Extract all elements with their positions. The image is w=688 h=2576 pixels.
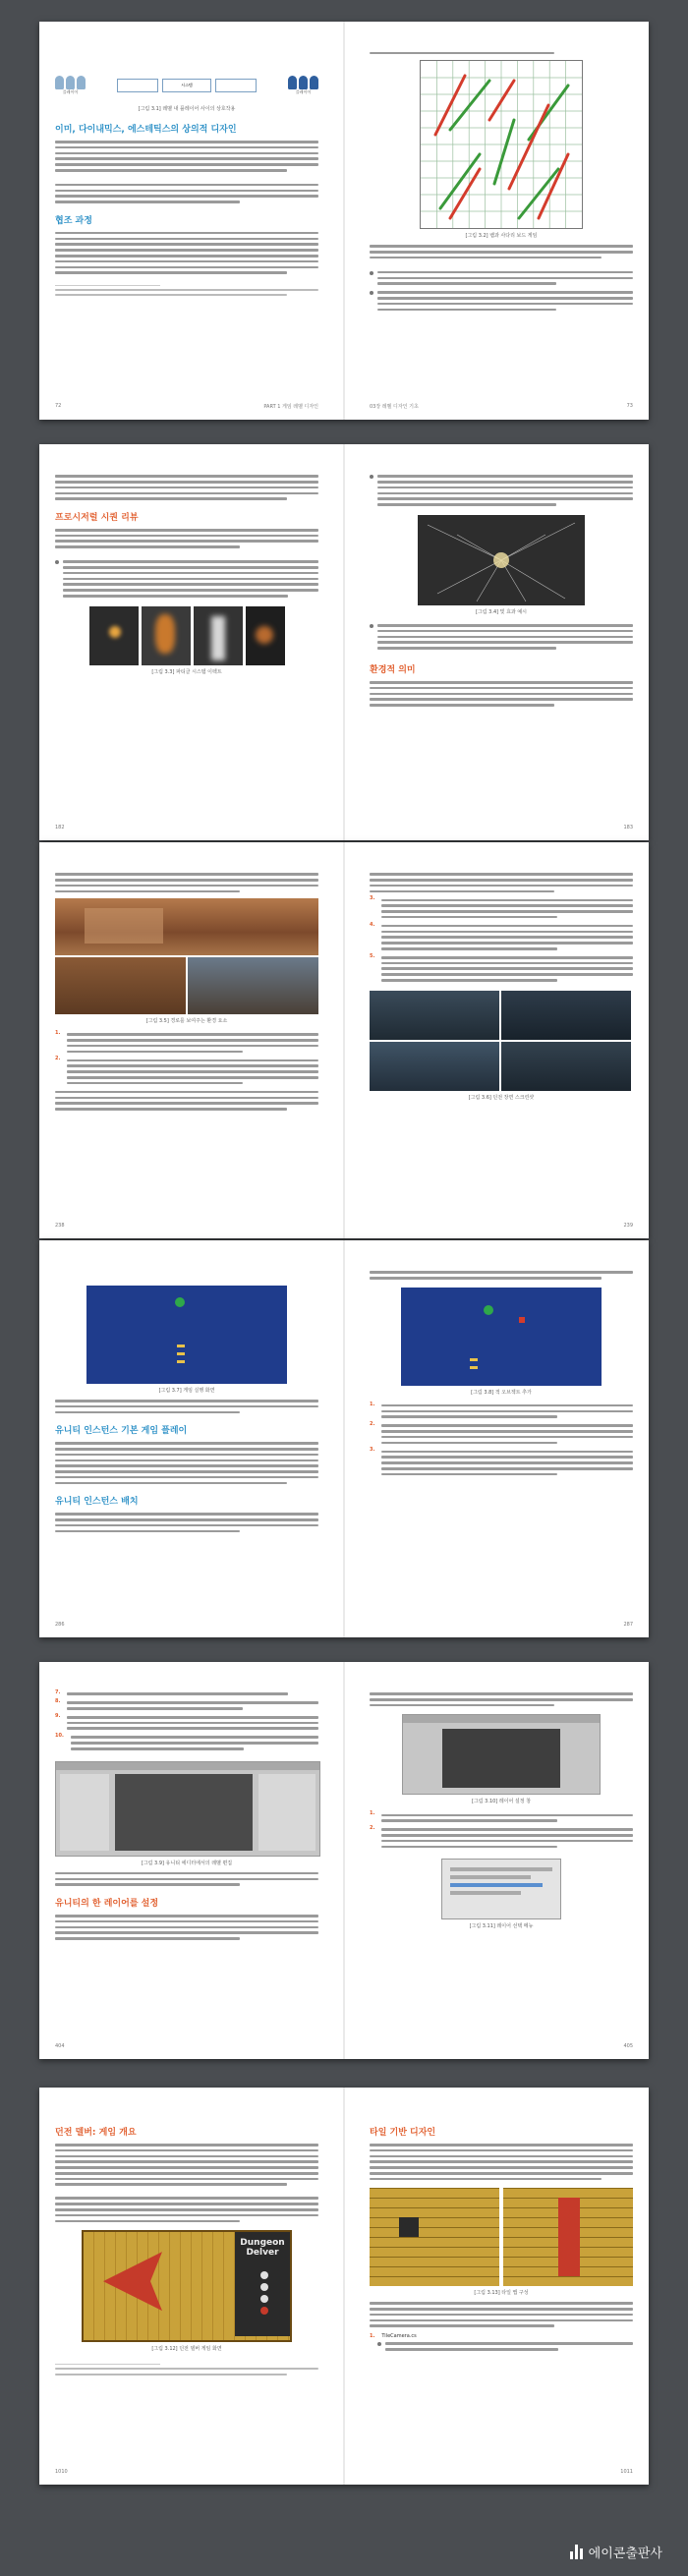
section-heading: 타일 기반 디자인 [370,2128,436,2138]
book-spread-2 [39,444,649,840]
figure-caption: [그림 3.11] 레이어 선택 메뉴 [469,1923,534,1930]
figure-caption: [그림 3.8] 적 오브젝트 추가 [471,1389,532,1396]
section-heading: 던전 델버: 게임 개요 [55,2128,137,2138]
page-number: 73 [626,403,633,409]
flow-label: 플레이어 [62,89,79,94]
page-number: 1011 [620,2469,633,2475]
right-page: [그림 3.10] 레이어 설정 창 1. 2. [그림 3.11] 레이어 선택 메뉴 405 [354,1662,649,2059]
figure-caption: [그림 3.1] 레벨 내 플레이어 사이의 상호작용 [138,106,236,112]
left-page [39,1240,334,1637]
page-footer [370,1223,633,1229]
flow-box [117,79,158,92]
left-page: 7. 8. 9. 10. [그림 3.9] 유니티 에디터에서의 레벨 편집 유니티의 한 레이어를 설정 404 [39,1662,334,2059]
book-spread-1 [39,22,649,420]
unity-editor-screenshot [55,1761,320,1857]
figure-caption: [그림 3.10] 레이어 설정 창 [471,1799,532,1805]
page-footer [370,825,633,830]
layer-menu-screenshot [441,1859,561,1919]
players-icon [288,76,318,95]
page-footer [370,1622,633,1628]
page-number: 405 [623,2043,633,2049]
page-number: 404 [55,2043,65,2049]
section-heading: 유니티 인스턴스 배치 [55,1497,139,1508]
right-page [354,444,649,840]
running-head: PART 1 게임 레벨 디자인 [263,404,318,410]
publisher-logo-icon [570,2545,583,2559]
page-number: 238 [55,1223,65,1229]
page-number: 183 [623,825,633,830]
figure-caption: [그림 3.4] 빛 효과 예시 [475,608,528,615]
section-heading: 이미, 다이내믹스, 에스테틱스의 상의적 디자인 [55,125,237,135]
light-effect-image [418,515,585,605]
right-page [354,22,649,420]
figure-caption: [그림 3.6] 던전 장면 스크린샷 [468,1094,535,1101]
section-heading: 프로시저럴 시퀀 리뷰 [55,512,139,523]
right-page: 3. 4. 5. [그림 3.6] 던전 장면 스크린샷 239 [354,842,649,1238]
page-footer [55,2043,318,2049]
page-footer [55,1223,318,1229]
flow-box [215,79,257,92]
left-page [39,444,334,840]
section-heading: 유니티 인스턴스 기본 게임 플레이 [55,1426,188,1437]
left-page: [그림 3.5] 경로를 보여주는 환경 요소 1. 2. 238 [39,842,334,1238]
layer-settings-screenshot [402,1714,601,1795]
page-footer [55,1622,318,1628]
figure-caption: [그림 3.9] 유니티 에디터에서의 레벨 편집 [141,1860,233,1866]
gutter [343,22,345,420]
snakes-and-ladders-board [420,60,583,229]
list-item-label: TileCamera.cs [381,2333,417,2339]
section-heading: 협조 과정 [55,215,92,226]
page-number: 287 [623,1622,633,1628]
publisher-name: 에이콘출판사 [588,2547,662,2561]
section-heading: 유니티의 한 레이어를 설정 [55,1898,159,1909]
page-footer [370,403,633,410]
flow-label: 플레이어 [295,89,312,94]
figure-caption: [그림 3.7] 게임 실행 화면 [158,1388,215,1394]
player-flow-diagram [55,69,318,102]
page-number: 1010 [55,2469,68,2475]
book-spread-4 [39,1240,649,1637]
page-footer [55,825,318,830]
book-spread-3 [39,842,649,1238]
left-page [39,22,334,420]
page-footer [55,403,318,410]
book-spread-5 [39,1662,649,2059]
tile-map-screenshots [370,2188,633,2286]
figure-caption: [그림 3.5] 경로를 보여주는 환경 요소 [145,1018,228,1025]
book-spread-6 [39,2088,649,2485]
dungeon-delver-screenshot [82,2230,292,2342]
page-footer [55,2469,318,2475]
system-box: 시스템 [162,79,211,92]
publisher-logo [570,2543,662,2561]
right-page: [그림 3.8] 적 오브젝트 추가 1. 2. 3. 287 [354,1240,649,1637]
particle-effects-image [55,606,318,665]
game-title: Dungeon Delver [240,2238,285,2259]
figure-caption: [그림 3.3] 파티클 시스템 이펙트 [151,668,222,675]
game-screenshot [401,1288,602,1386]
page-number: 182 [55,825,65,830]
players-icon [55,76,86,95]
dungeon-screenshots [370,991,633,1091]
figure-caption: [그림 3.13] 타일 맵 구성 [474,2290,529,2297]
page-number: 286 [55,1622,65,1628]
left-page [39,2088,334,2485]
page-number: 72 [55,403,62,409]
game-screenshot [86,1286,287,1384]
page-footer [370,2043,633,2049]
figure-caption: [그림 3.12] 던전 델버 게임 화면 [151,2346,222,2353]
section-heading: 환경적 의미 [370,664,416,675]
environment-screenshots [55,898,318,1014]
running-head: 03장 레벨 디자인 기초 [370,404,419,410]
figure-caption: [그림 3.2] 뱀과 사다리 보드 게임 [465,233,538,240]
page-footer [370,2469,633,2475]
page-number: 239 [623,1223,633,1229]
right-page: 타일 기반 디자인 [그림 3.13] 타일 맵 구성 1. TileCamera.cs 1011 [354,2088,649,2485]
